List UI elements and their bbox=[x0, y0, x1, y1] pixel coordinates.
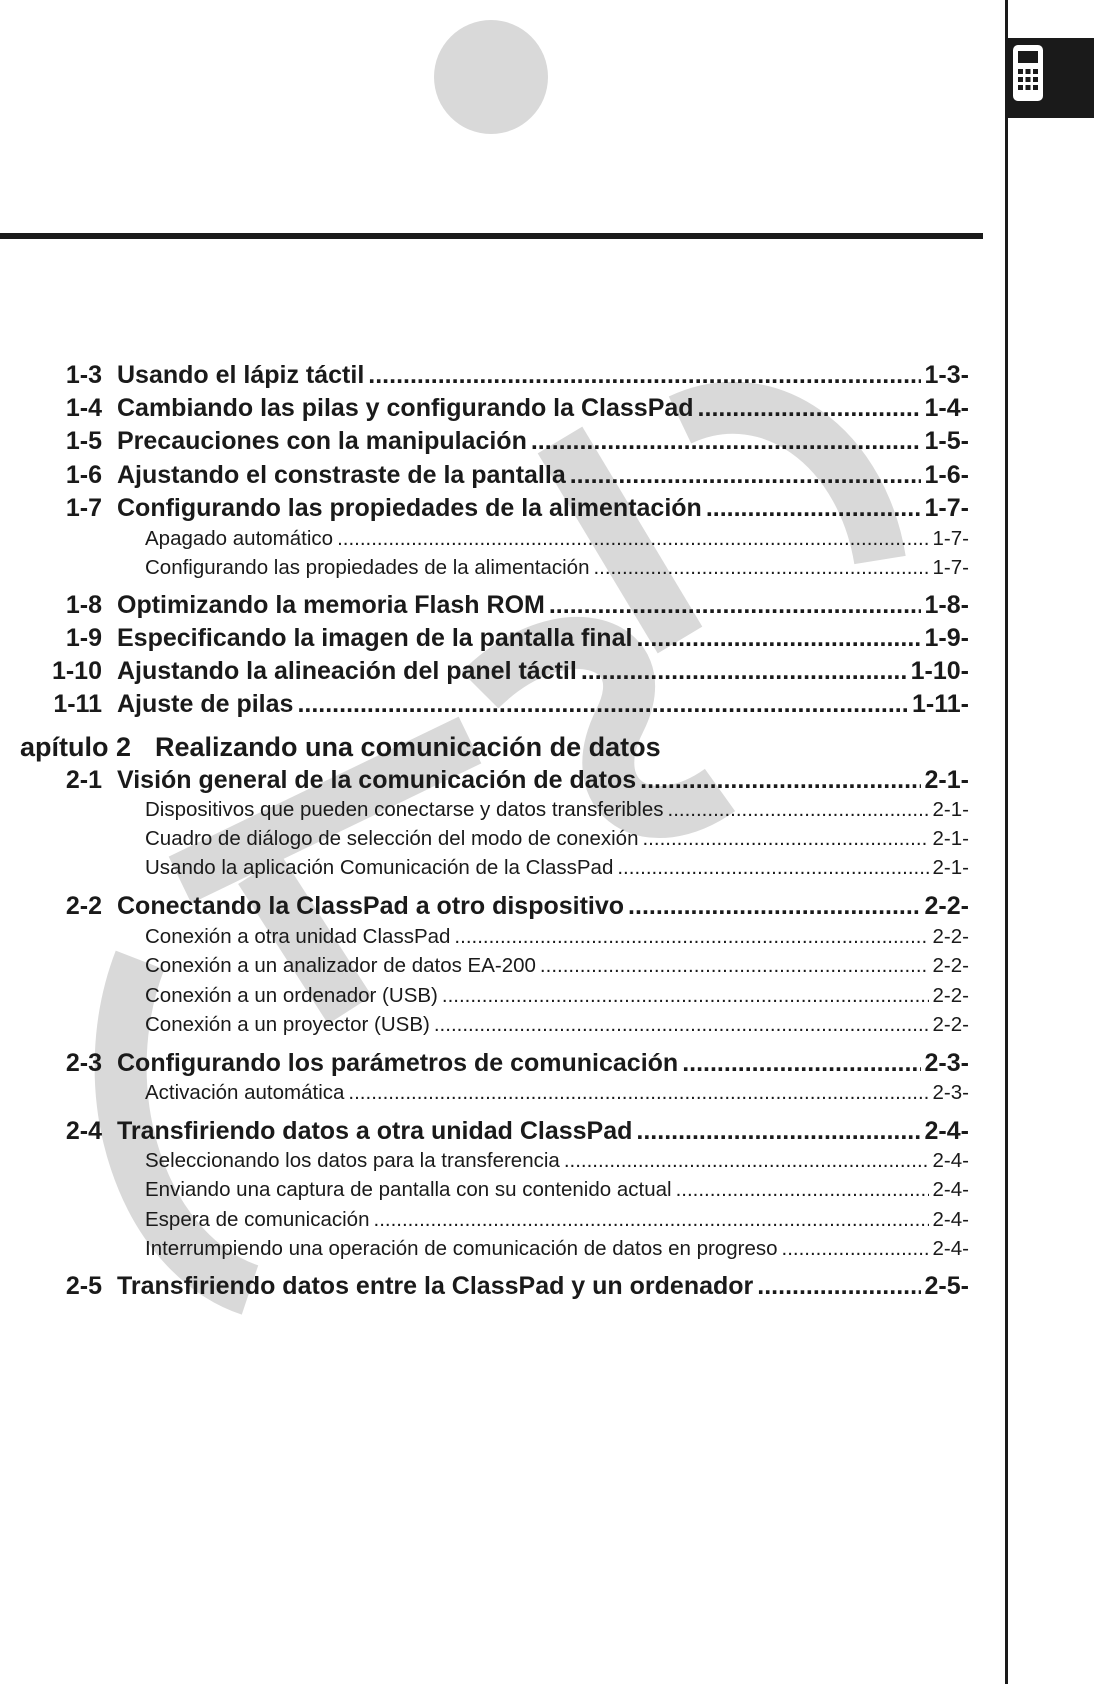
page-number: 2-4- bbox=[932, 1237, 969, 1260]
section-title: Usando el lápiz táctil bbox=[117, 361, 365, 389]
page-number: 1-7- bbox=[932, 556, 969, 579]
section-number: 1-11 bbox=[53, 690, 102, 718]
toc-subentry[interactable] bbox=[145, 527, 969, 553]
leader-dots bbox=[676, 1178, 929, 1202]
toc-subentry[interactable] bbox=[145, 925, 969, 951]
section-number: 1-5 bbox=[65, 427, 102, 455]
toc-entry[interactable] bbox=[0, 394, 969, 426]
leader-dots bbox=[628, 892, 920, 921]
section-number: 2-1 bbox=[65, 766, 102, 794]
toc-entry[interactable] bbox=[0, 657, 969, 689]
subsection-title: Usando la aplicación Comunicación de la ClassPad bbox=[145, 856, 614, 879]
toc-subentry[interactable] bbox=[145, 1149, 969, 1175]
toc-entry[interactable] bbox=[0, 494, 969, 526]
section-number: 2-4 bbox=[65, 1117, 102, 1145]
toc-entry[interactable] bbox=[0, 1117, 969, 1149]
page-number: 2-5- bbox=[924, 1272, 969, 1300]
leader-dots bbox=[434, 1013, 929, 1037]
subsection-title: Conexión a un ordenador (USB) bbox=[145, 984, 438, 1007]
leader-dots bbox=[454, 925, 928, 949]
leader-dots bbox=[640, 766, 920, 795]
leader-dots bbox=[297, 690, 908, 719]
page-number: 2-1- bbox=[932, 827, 969, 850]
page-number: 2-4- bbox=[932, 1149, 969, 1172]
leader-dots bbox=[698, 394, 921, 423]
page-number: 1-3- bbox=[924, 361, 969, 389]
calculator-icon bbox=[1012, 44, 1044, 102]
section-title: Configurando las propiedades de la alimentación bbox=[117, 494, 702, 522]
leader-dots bbox=[782, 1237, 929, 1261]
subsection-title: Configurando las propiedades de la alimentación bbox=[145, 556, 590, 579]
section-title: Transfiriendo datos a otra unidad ClassPad bbox=[117, 1117, 633, 1145]
section-title: Precauciones con la manipulación bbox=[117, 427, 527, 455]
subsection-title: Cuadro de diálogo de selección del modo de conexión bbox=[145, 827, 639, 850]
section-number: 1-7 bbox=[65, 494, 102, 522]
leader-dots bbox=[682, 1049, 920, 1078]
leader-dots bbox=[442, 984, 929, 1008]
page-number: 2-2- bbox=[932, 1013, 969, 1036]
toc-entry[interactable] bbox=[0, 361, 969, 393]
toc-entry[interactable] bbox=[0, 461, 969, 493]
page-number: 1-7- bbox=[924, 494, 969, 522]
page-number: 2-1- bbox=[932, 856, 969, 879]
page-number: 2-4- bbox=[932, 1208, 969, 1231]
page-number: 2-1- bbox=[932, 798, 969, 821]
toc-subentry[interactable] bbox=[145, 556, 969, 582]
leader-dots bbox=[636, 1117, 920, 1146]
leader-dots bbox=[531, 427, 921, 456]
page-number: 1-10- bbox=[910, 657, 969, 685]
toc-entry[interactable] bbox=[0, 624, 969, 656]
toc-subentry[interactable] bbox=[145, 827, 969, 853]
toc-subentry[interactable] bbox=[145, 1013, 969, 1039]
leader-dots bbox=[642, 827, 928, 851]
leader-dots bbox=[549, 591, 921, 620]
leader-dots bbox=[337, 527, 928, 551]
page-number: 2-3- bbox=[932, 1081, 969, 1104]
page-number: 2-2- bbox=[932, 954, 969, 977]
toc-entry[interactable] bbox=[0, 766, 969, 798]
page-number: 2-1- bbox=[924, 766, 969, 794]
subsection-title: Interrumpiendo una operación de comunicación de datos en progreso bbox=[145, 1237, 778, 1260]
toc-entry[interactable] bbox=[0, 892, 969, 924]
section-number: 1-4 bbox=[65, 394, 102, 422]
page-number: 2-2- bbox=[932, 984, 969, 1007]
toc-subentry[interactable] bbox=[145, 984, 969, 1010]
subsection-title: Enviando una captura de pantalla con su contenido actual bbox=[145, 1178, 672, 1201]
page-number: 1-6- bbox=[924, 461, 969, 489]
leader-dots bbox=[706, 494, 921, 523]
page-number: 2-3- bbox=[924, 1049, 969, 1077]
chapter-label: apítulo 2 bbox=[20, 732, 132, 762]
section-number: 2-3 bbox=[65, 1049, 102, 1077]
section-title: Ajustando el constraste de la pantalla bbox=[117, 461, 566, 489]
leader-dots bbox=[540, 954, 929, 978]
page-number: 2-4- bbox=[932, 1178, 969, 1201]
chapter-heading[interactable] bbox=[20, 732, 661, 766]
toc-subentry[interactable] bbox=[145, 798, 969, 824]
page-number: 2-2- bbox=[924, 892, 969, 920]
section-title: Configurando los parámetros de comunicación bbox=[117, 1049, 679, 1077]
toc-entry[interactable] bbox=[0, 427, 969, 459]
page-number: 2-4- bbox=[924, 1117, 969, 1145]
leader-dots bbox=[636, 624, 920, 653]
subsection-title: Conexión a un proyector (USB) bbox=[145, 1013, 430, 1036]
section-title: Cambiando las pilas y configurando la ClassPad bbox=[117, 394, 694, 422]
toc-subentry[interactable] bbox=[145, 1178, 969, 1204]
subsection-title: Espera de comunicación bbox=[145, 1208, 370, 1231]
leader-dots bbox=[668, 798, 929, 822]
section-number: 1-6 bbox=[65, 461, 102, 489]
section-number: 1-8 bbox=[65, 591, 102, 619]
section-title: Ajuste de pilas bbox=[117, 690, 294, 718]
leader-dots bbox=[617, 856, 928, 880]
leader-dots bbox=[368, 361, 920, 390]
toc-subentry[interactable] bbox=[145, 1237, 969, 1263]
section-number: 2-2 bbox=[65, 892, 102, 920]
leader-dots bbox=[374, 1208, 929, 1232]
leader-dots bbox=[593, 556, 928, 580]
page-number: 1-5- bbox=[924, 427, 969, 455]
section-title: Conectando la ClassPad a otro dispositivo bbox=[117, 892, 625, 920]
leader-dots bbox=[564, 1149, 929, 1173]
section-title: Optimizando la memoria Flash ROM bbox=[117, 591, 545, 619]
toc-subentry[interactable] bbox=[145, 1081, 969, 1107]
section-number: 1-10 bbox=[51, 657, 102, 685]
subsection-title: Seleccionando los datos para la transferencia bbox=[145, 1149, 560, 1172]
page-number: 1-9- bbox=[924, 624, 969, 652]
page-number: 1-4- bbox=[924, 394, 969, 422]
page-number: 1-11- bbox=[912, 690, 969, 718]
toc-subentry[interactable] bbox=[145, 1208, 969, 1234]
toc-subentry[interactable] bbox=[145, 954, 969, 980]
page-number: 1-8- bbox=[924, 591, 969, 619]
page-number: 1-7- bbox=[932, 527, 969, 550]
leader-dots bbox=[348, 1081, 928, 1105]
leader-dots bbox=[570, 461, 921, 490]
section-title: Visión general de la comunicación de datos bbox=[117, 766, 637, 794]
section-title: Ajustando la alineación del panel táctil bbox=[117, 657, 577, 685]
subsection-title: Conexión a un analizador de datos EA-200 bbox=[145, 954, 536, 977]
toc-entry[interactable] bbox=[0, 1272, 969, 1304]
section-number: 2-5 bbox=[65, 1272, 102, 1300]
subsection-title: Apagado automático bbox=[145, 527, 334, 550]
section-title: Especificando la imagen de la pantalla final bbox=[117, 624, 633, 652]
section-title: Transfiriendo datos entre la ClassPad y un ordenador bbox=[117, 1272, 754, 1300]
subsection-title: Activación automática bbox=[145, 1081, 345, 1104]
subsection-title: Dispositivos que pueden conectarse y datos transferibles bbox=[145, 798, 664, 821]
toc-subentry[interactable] bbox=[145, 856, 969, 882]
leader-dots bbox=[757, 1272, 920, 1301]
toc-entry[interactable] bbox=[0, 690, 969, 722]
section-number: 1-3 bbox=[65, 361, 102, 389]
subsection-title: Conexión a otra unidad ClassPad bbox=[145, 925, 451, 948]
leader-dots bbox=[581, 657, 907, 686]
margin-rule bbox=[1005, 0, 1008, 1684]
toc-entry[interactable] bbox=[0, 591, 969, 623]
chapter-title: Realizando una comunicación de datos bbox=[155, 732, 661, 762]
page-number: 2-2- bbox=[932, 925, 969, 948]
section-number: 1-9 bbox=[65, 624, 102, 652]
toc-entry[interactable] bbox=[0, 1049, 969, 1081]
